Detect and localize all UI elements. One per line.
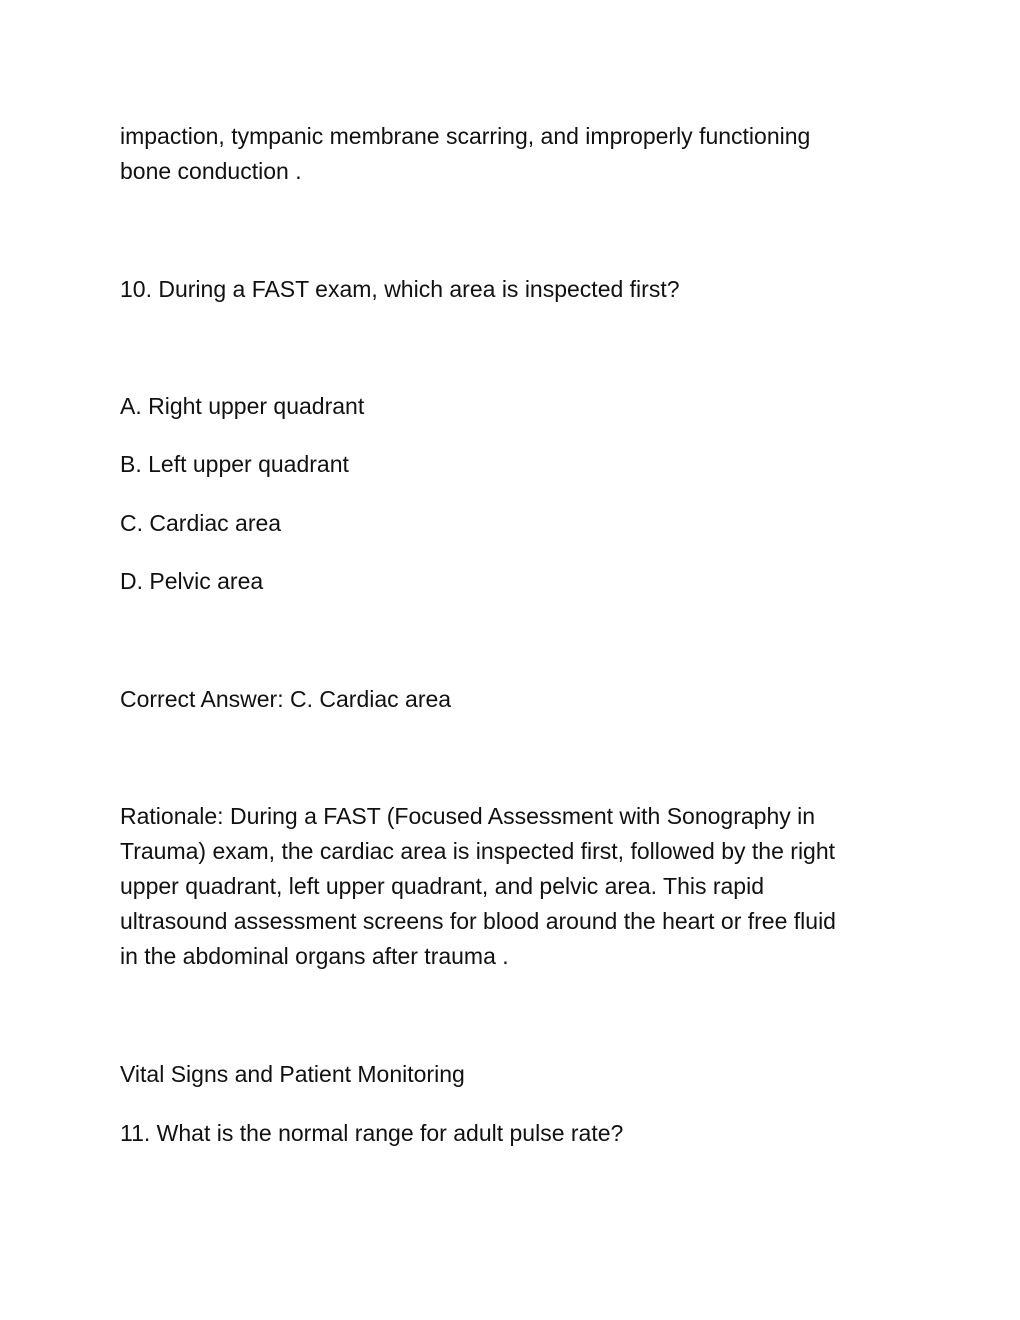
rationale-line-3: upper quadrant, left upper quadrant, and pelvic area. This rapid — [120, 873, 764, 899]
rationale-line-4: ultrasound assessment screens for blood around the heart or free fluid — [120, 908, 836, 934]
question-10-text: 10. During a FAST exam, which area is inspected first? — [120, 276, 680, 302]
rationale-line-2: Trauma) exam, the cardiac area is inspected first, followed by the right — [120, 838, 836, 864]
option-b: B. Left upper quadrant — [120, 451, 349, 477]
rationale-line-5: in the abdominal organs after trauma . — [120, 943, 509, 969]
option-a: A. Right upper quadrant — [120, 393, 365, 419]
rationale-line-1: Rationale: During a FAST (Focused Assessment with Sonography in — [120, 803, 816, 829]
option-c: C. Cardiac area — [120, 510, 282, 536]
section-heading: Vital Signs and Patient Monitoring — [120, 1061, 465, 1087]
continuation-line-1: impaction, tympanic membrane scarring, and improperly functioning — [120, 123, 811, 149]
question-11-text: 11. What is the normal range for adult pulse rate? — [120, 1120, 624, 1146]
continuation-line-2: bone conduction . — [120, 158, 302, 184]
continuation-paragraph — [120, 119, 900, 189]
correct-answer: Correct Answer: C. Cardiac area — [120, 686, 452, 712]
rationale-paragraph — [120, 799, 900, 974]
option-d: D. Pelvic area — [120, 568, 264, 594]
